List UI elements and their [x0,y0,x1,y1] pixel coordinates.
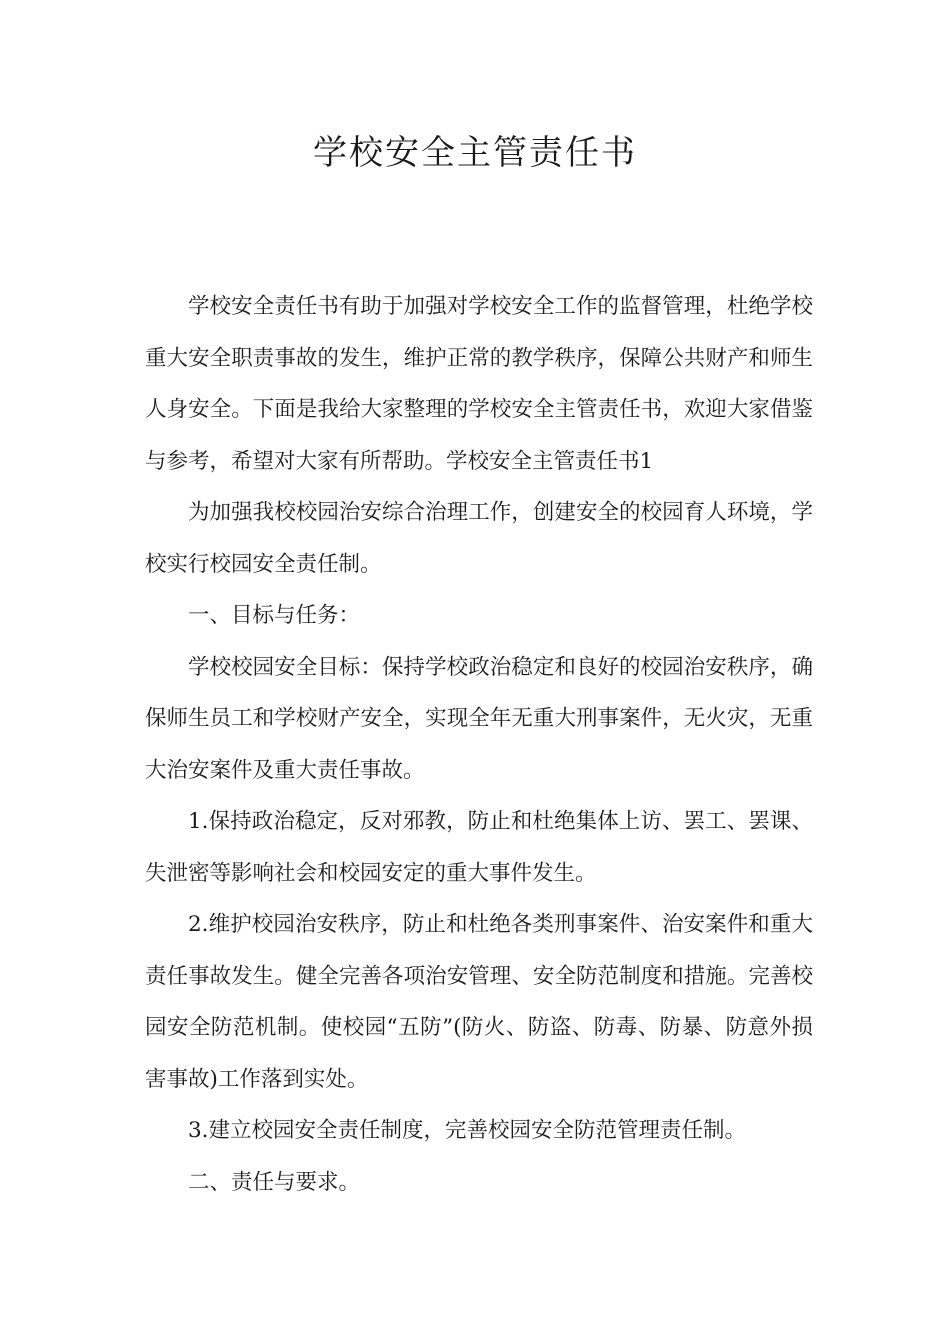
document-body [145,281,813,1208]
list-item-2: 2.维护校园治安秩序，防止和杜绝各类刑事案件、治安案件和重大责任事故发生。健全完善各项治安管理、安全防范制度和措施。完善校园安全防范机制。使校园“五防”(防火、防盗、防毒、防暴、防意外损害事故)工作落到实处。 [145,912,813,1092]
section-heading-responsibilities: 二、责任与要求。 [188,1169,361,1195]
list-item-1: 1.保持政治稳定，反对邪教，防止和杜绝集体上访、罢工、罢课、失泄密等影响社会和校园安定的重大事件发生。 [145,809,813,886]
paragraph-safety-goal: 学校校园安全目标：保持学校政治稳定和良好的校园治安秩序，确保师生员工和学校财产安全，实现全年无重大刑事案件，无火灾，无重大治安案件及重大责任事故。 [145,654,813,783]
paragraph-purpose: 为加强我校校园治安综合治理工作，创建安全的校园育人环境，学校实行校园安全责任制。 [145,500,813,577]
section-heading-goals: 一、目标与任务： [188,603,361,628]
paragraph-intro: 学校安全责任书有助于加强对学校安全工作的监督管理，杜绝学校重大安全职责事故的发生，维护正常的教学秩序，保障公共财产和师生人身安全。下面是我给大家整理的学校安全主管责任书，欢迎大家借鉴与参考，希望对大家有所帮助。学校安全主管责任书1 [145,294,813,474]
document-title: 学校安全主管责任书 [313,133,637,173]
list-item-3: 3.建立校园安全责任制度，完善校园安全防范管理责任制。 [188,1118,747,1143]
